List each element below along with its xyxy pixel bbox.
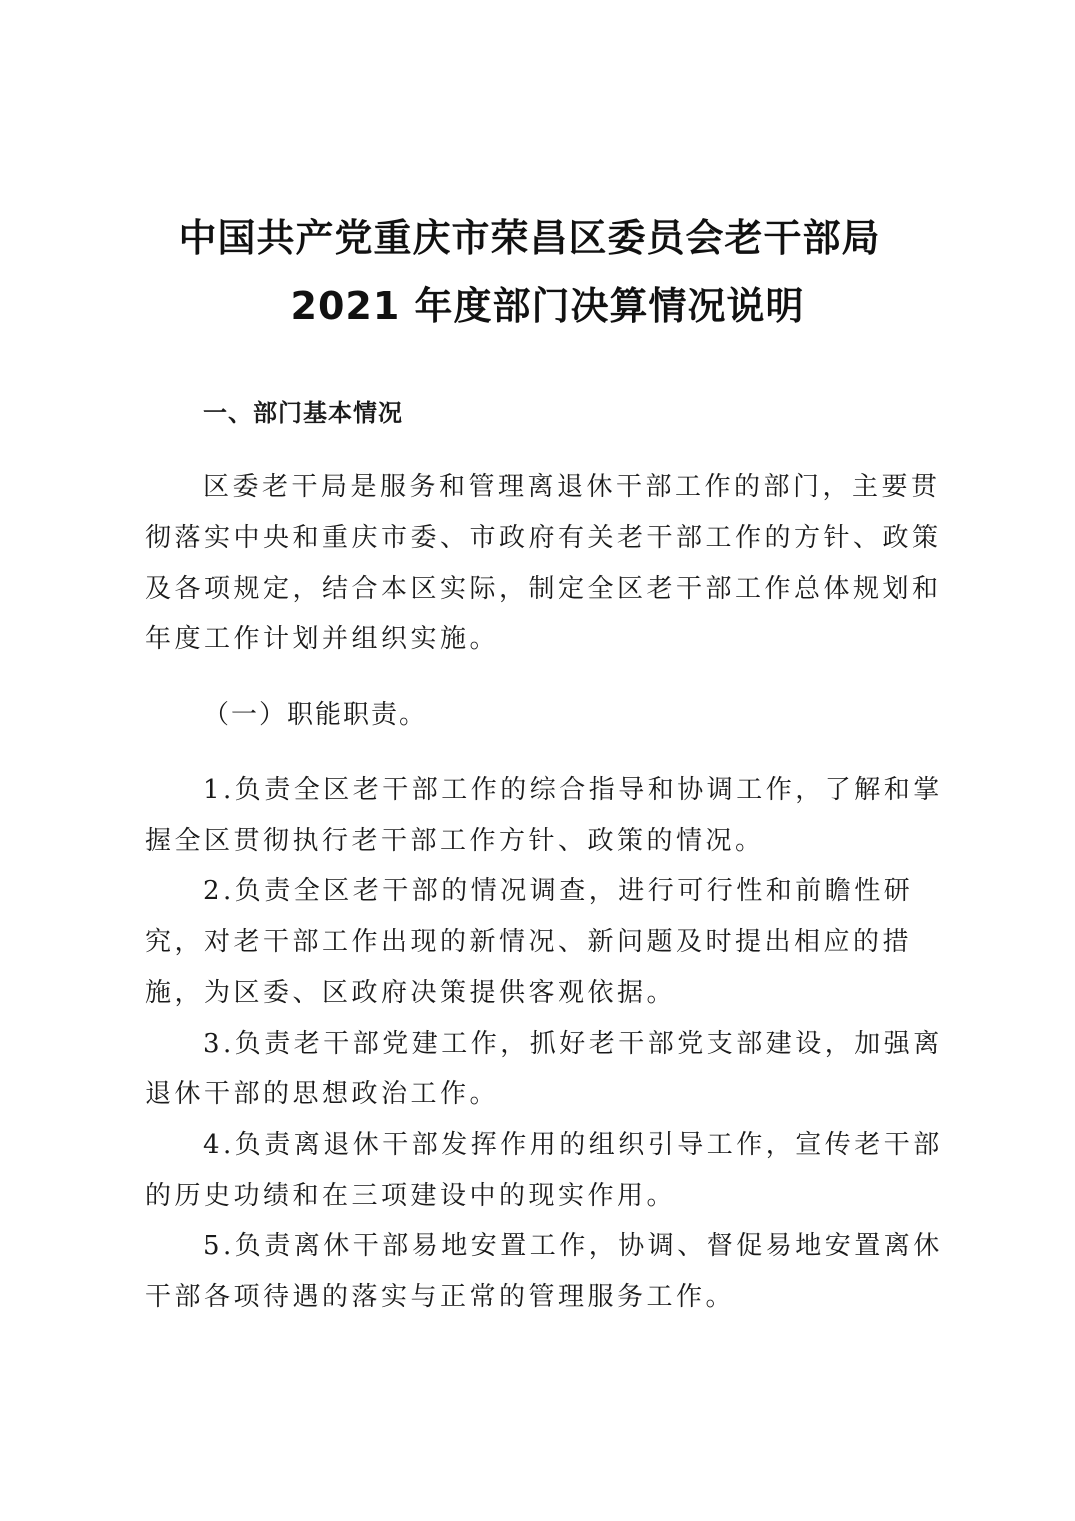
duty-paragraph-line: 施，为区委、区政府决策提供客观依据。 — [145, 978, 677, 1008]
intro-paragraph-line: 区委老干局是服务和管理离退休干部工作的部门，主要贯 — [203, 472, 941, 502]
document-title-line-2: 2021 年度部门决算情况说明 — [290, 284, 805, 328]
duty-paragraph-line: 4.负责离退休干部发挥作用的组织引导工作，宣传老干部 — [203, 1130, 943, 1160]
duty-paragraph-line: 1.负责全区老干部工作的综合指导和协调工作，了解和掌 — [203, 775, 943, 805]
duty-paragraph-line: 干部各项待遇的落实与正常的管理服务工作。 — [145, 1282, 736, 1312]
subsection-heading-duties: （一）职能职责。 — [203, 700, 428, 730]
document-title-line-1: 中国共产党重庆市荣昌区委员会老干部局 — [178, 216, 881, 260]
duty-paragraph-line: 退休干部的思想政治工作。 — [145, 1079, 500, 1109]
intro-paragraph-line: 彻落实中央和重庆市委、市政府有关老干部工作的方针、政策 — [145, 523, 942, 553]
duty-paragraph-line: 的历史功绩和在三项建设中的现实作用。 — [145, 1181, 677, 1211]
intro-paragraph-line: 年度工作计划并组织实施。 — [145, 624, 500, 654]
duty-paragraph-line: 究，对老干部工作出现的新情况、新问题及时提出相应的措 — [145, 927, 913, 957]
intro-paragraph-line: 及各项规定，结合本区实际，制定全区老干部工作总体规划和 — [145, 574, 942, 604]
duty-paragraph-line: 握全区贯彻执行老干部工作方针、政策的情况。 — [145, 826, 765, 856]
section-heading-basic-info: 一、部门基本情况 — [203, 399, 403, 427]
duty-paragraph-line: 3.负责老干部党建工作，抓好老干部党支部建设，加强离 — [203, 1029, 943, 1059]
duty-paragraph-line: 5.负责离休干部易地安置工作，协调、督促易地安置离休 — [203, 1231, 943, 1261]
duty-paragraph-line: 2.负责全区老干部的情况调查，进行可行性和前瞻性研 — [203, 876, 914, 906]
